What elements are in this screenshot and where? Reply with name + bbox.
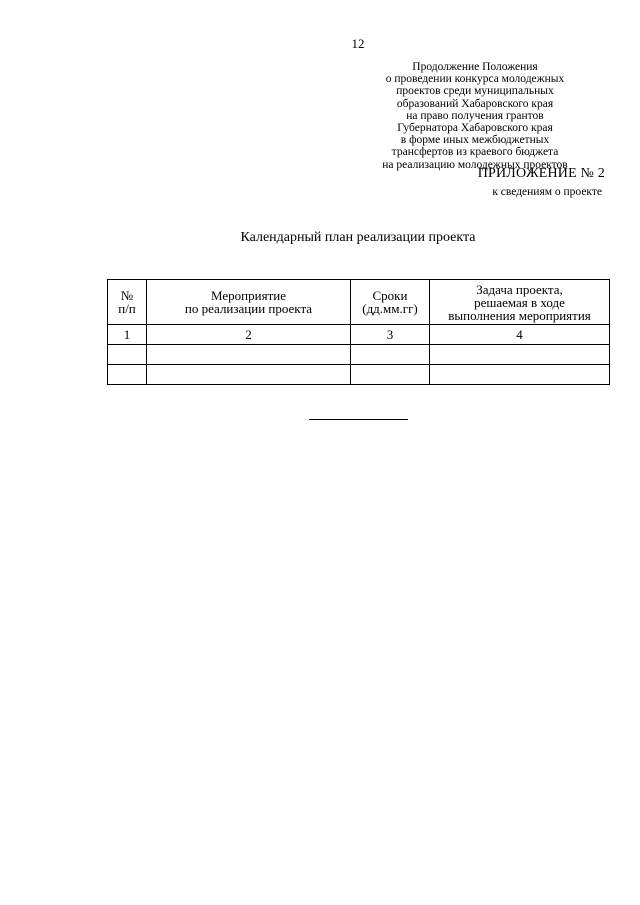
table-row <box>108 365 610 385</box>
header-cell-dates <box>351 280 430 325</box>
table-row <box>108 345 610 365</box>
regulation-continuation-header <box>345 61 605 171</box>
header-line: на реализацию молодежных проектов <box>382 158 568 171</box>
header-text: Сроки <box>372 288 408 303</box>
table-cell[interactable] <box>108 345 147 365</box>
table-header-row <box>108 280 610 325</box>
table-cell[interactable] <box>351 345 430 365</box>
column-number-row <box>108 325 610 345</box>
appendix-title: ПРИЛОЖЕНИЕ № 2 <box>477 166 605 181</box>
header-line: в форме иных межбюджетных <box>400 134 550 147</box>
header-line: Продолжение Положения <box>412 61 538 73</box>
end-of-document-line <box>309 419 408 420</box>
header-line: проектов среди муниципальных <box>396 85 554 98</box>
header-line: трансфертов из краевого бюджета <box>391 146 559 159</box>
header-cell-activity <box>147 280 351 325</box>
page-number: 12 <box>351 36 365 51</box>
header-line: о проведении конкурса молодежных <box>385 73 565 86</box>
header-text: Мероприятие <box>211 288 286 303</box>
column-number-cell: 2 <box>147 325 351 345</box>
table-cell[interactable] <box>147 345 351 365</box>
column-number-cell: 4 <box>430 325 610 345</box>
table-cell[interactable] <box>147 365 351 385</box>
appendix-subtitle: к сведениям о проекте <box>492 186 602 198</box>
header-text: № <box>120 288 134 303</box>
header-line: образований Хабаровского края <box>396 97 554 110</box>
table-cell[interactable] <box>351 365 430 385</box>
header-text: выполнения мероприятия <box>448 307 591 323</box>
header-cell-task <box>430 280 610 325</box>
plan-title: Календарный план реализации проекта <box>240 230 476 245</box>
header-text: (дд.мм.гг) <box>362 301 418 316</box>
column-number-cell: 3 <box>351 325 430 345</box>
table-cell[interactable] <box>108 365 147 385</box>
header-text: по реализации проекта <box>184 301 313 316</box>
table-cell[interactable] <box>430 345 610 365</box>
table-cell[interactable] <box>430 365 610 385</box>
header-text: решаемая в ходе <box>474 294 565 310</box>
header-text: Задача проекта, <box>476 281 563 297</box>
header-line: на право получения грантов <box>406 109 544 122</box>
header-cell-number <box>108 280 147 325</box>
column-number-cell: 1 <box>108 325 147 345</box>
header-text: п/п <box>118 301 136 316</box>
header-line: Губернатора Хабаровского края <box>397 122 553 135</box>
calendar-plan-table <box>107 279 610 385</box>
